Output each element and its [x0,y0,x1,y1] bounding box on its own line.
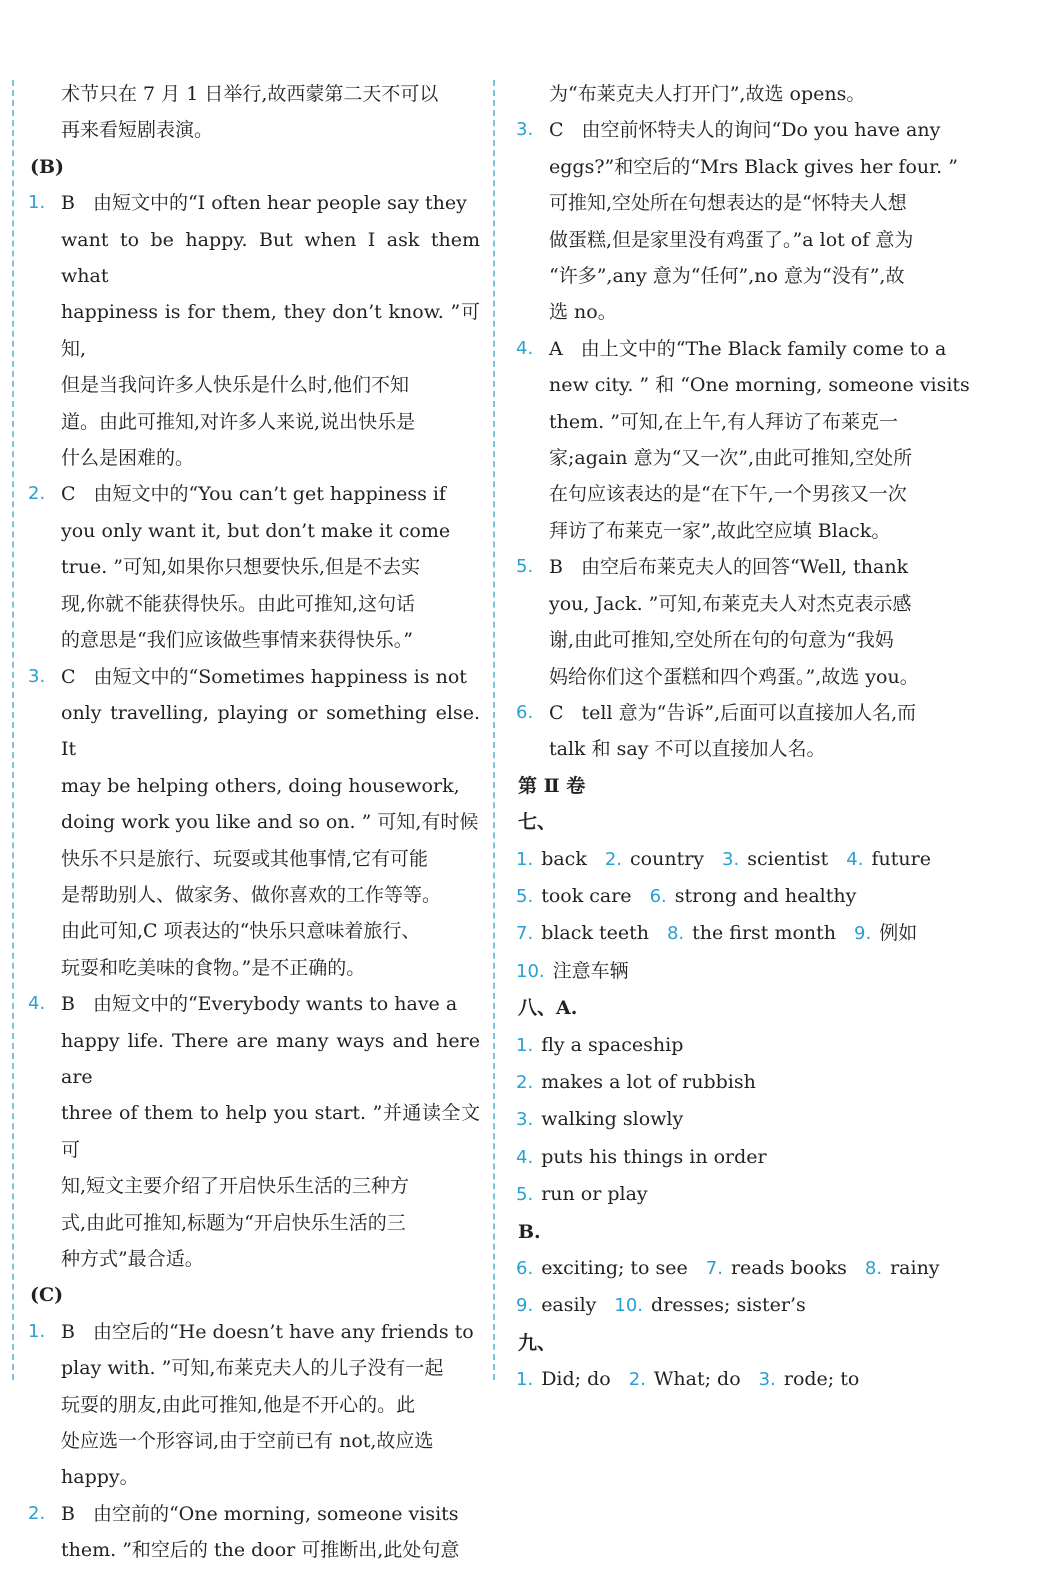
text-line: eggs?”和空后的“Mrs Black gives her four. ” [549,155,958,178]
answer-text: rainy [890,1257,940,1279]
answer-text: puts his things in order [541,1145,767,1168]
answer-row [512,878,972,915]
text-line [61,185,480,221]
item-number: 4. [28,993,46,1015]
text-line: 术节只在 7 月 1 日举行,故西蒙第二天不可以 [61,83,439,105]
section-heading-b: (B) [30,155,65,178]
text-line [549,112,972,148]
fill-answer [605,848,704,870]
answer-letter: C [549,701,564,724]
answer-letter: C [61,483,76,506]
fill-answer [629,1368,741,1390]
answer-letter: C [61,665,76,688]
text-line: happy。 [61,1466,139,1489]
text-segment: 由上文中的“The Black family come to a [580,337,947,360]
text-segment: 由空前的“One morning, someone visits [92,1502,459,1525]
answer-text: country [630,847,705,870]
item-number: 5. [516,556,534,578]
text-line: happy life. There are many ways and here are [61,1029,480,1088]
fill-answer [516,1034,683,1056]
answer-text: back [541,847,587,870]
text-segment: 由短文中的“You can’t get happiness if [93,483,446,506]
item-number: 9. [854,923,872,945]
section-c-answers [24,1314,480,1569]
section-nine-answers [512,1361,972,1398]
answer-text: What; do [653,1368,741,1391]
item-number: 4. [516,337,534,359]
item-number: 6. [649,885,667,907]
fill-answer [650,885,857,907]
text-line [61,659,480,695]
answer-row [512,1139,972,1176]
right-intro [512,76,972,112]
answer-text: makes a lot of rubbish [541,1070,756,1093]
answer-text: 例如 [879,922,918,945]
fill-answer [516,1257,688,1279]
answer-text: easily [541,1294,597,1317]
text-line [549,331,972,367]
text-line: 妈给你们这个蛋糕和四个鸡蛋。”,故选 you。 [549,665,919,688]
answer-text: the first month [692,922,837,945]
section-seven-answers [512,841,972,991]
text-line: doing work you like and so on. ” 可知,有时候 [61,811,479,834]
item-number: 2. [604,848,623,870]
text-line: 处应选一个形容词,由于空前已有 not,故应选 [61,1430,434,1453]
answer-text: rode; to [783,1368,860,1391]
item-number: 4. [846,848,864,870]
text-line [61,1496,480,1532]
item-number: 3. [758,1369,776,1391]
item-number: 6. [516,1258,534,1279]
item-number: 2. [28,1502,46,1524]
answer-row [512,841,972,878]
answer-item [24,1314,480,1496]
answer-row [512,1361,972,1398]
item-number: 9. [516,1295,534,1317]
answer-row [512,1287,972,1324]
text-line [549,549,972,585]
text-line: 选 no。 [549,301,617,324]
item-number: 7. [705,1258,723,1279]
right-column [512,76,972,1399]
fill-answer [759,1368,860,1390]
fill-answer [516,885,632,907]
answer-row [512,1101,972,1138]
answer-row [512,1027,972,1064]
text-line: 在句应该表达的是“在下午,一个男孩又一次 [549,483,907,506]
answer-letter: C [549,119,564,142]
fill-answer [854,922,917,944]
answer-text: reads books [730,1257,847,1279]
text-segment: 由空后的“He doesn’t have any friends to [92,1320,474,1343]
text-line: 由此可知,C 项表达的“快乐只意味着旅行、 [61,920,421,943]
section-seven-heading: 七、 [518,811,557,834]
section-eight-a-answers [512,1027,972,1214]
text-line: 拜访了布莱克一家”,故此空应填 Black。 [549,519,891,542]
item-number: 10. [516,960,545,982]
fill-answer [516,960,629,982]
text-line: 玩耍的朋友,由此可推知,他是不开心的。此 [61,1393,416,1416]
fill-answer [865,1257,940,1279]
fill-answer [516,922,649,944]
text-line [61,986,480,1022]
item-number: 1. [516,848,534,870]
answer-row [512,1064,972,1101]
text-segment: tell 意为“告诉”,后面可以直接加人名,而 [581,701,917,724]
answer-text: 注意车辆 [552,959,629,982]
fill-answer [516,848,587,870]
text-segment: 由短文中的“Sometimes happiness is not [93,665,467,688]
item-number: 3. [516,119,534,141]
fill-answer [516,1108,683,1130]
answer-row [512,1250,972,1287]
text-line: three of them to help you start. ”并通读全文可 [61,1102,480,1161]
answer-text: walking slowly [541,1108,684,1131]
text-line: 种方式”最合适。 [61,1248,204,1270]
answer-item [24,659,480,987]
fill-answer [516,1294,596,1316]
answer-letter: A [549,337,563,360]
fill-answer [722,848,828,870]
answer-item [512,695,972,768]
answer-letter: B [61,1320,75,1343]
answer-letter: B [61,993,75,1016]
answer-text: exciting; to see [541,1257,688,1279]
fill-answer [706,1257,847,1279]
answer-text: dresses; sister’s [651,1294,806,1317]
answer-letter: B [61,1502,75,1525]
fill-answer [516,1071,756,1093]
section-b-answers [24,185,480,1277]
text-line: 是帮助别人、做家务、做你喜欢的工作等等。 [61,883,442,906]
section-heading-c: (C) [30,1284,64,1307]
answer-text: Did; do [541,1368,611,1391]
left-margin-dashed-line [12,80,14,1380]
text-line: play with. ”可知,布莱克夫人的儿子没有一起 [61,1357,444,1380]
text-line: 快乐不只是旅行、玩耍或其他事情,它有可能 [61,847,429,870]
item-number: 6. [516,701,534,723]
text-line: them. ”和空后的 the door 可推断出,此处句意 [61,1539,460,1562]
text-line: 的意思是“我们应该做些事情来获得快乐。” [61,629,413,652]
section-eight-b-answers [512,1250,972,1325]
text-line: 道。由此可推知,对许多人来说,说出快乐是 [61,410,416,433]
item-number: 2. [28,483,46,505]
fill-answer [667,922,836,944]
section-nine-heading: 九、 [518,1331,557,1354]
text-line: 为“布莱克夫人打开门”,故选 opens。 [549,83,866,105]
item-number: 1. [516,1369,534,1391]
item-number: 8. [864,1258,883,1279]
text-line: 知,短文主要介绍了开启快乐生活的三种方 [61,1175,410,1198]
item-number: 5. [516,885,534,907]
answer-item [24,476,480,658]
answer-item [512,549,972,695]
text-segment: 由短文中的“Everybody wants to have a [92,993,458,1016]
answer-letter: B [61,192,75,215]
answer-row [512,915,972,952]
item-number: 5. [516,1184,534,1206]
text-line: want to be happy. But when I ask them what [61,228,480,288]
section-eight-heading: 八、A. [518,997,578,1020]
center-divider-dashed-line [493,80,495,1380]
text-line: you only want it, but don’t make it come [61,519,451,542]
text-line: true. ”可知,如果你只想要快乐,但是不去实 [61,556,421,579]
answer-item [24,986,480,1277]
text-line: 现,你就不能获得快乐。由此可推知,这句话 [61,592,416,615]
section-eight-b-heading: B. [518,1220,541,1243]
answer-row [512,953,972,990]
text-line: them. ”可知,在上午,有人拜访了布莱克一 [549,410,899,433]
text-line [61,1314,480,1350]
item-number: 10. [614,1295,644,1317]
text-line: 做蛋糕,但是家里没有鸡蛋了。”a lot of 意为 [549,228,914,251]
fill-answer [846,848,931,870]
answer-item [512,112,972,330]
item-number: 3. [516,1109,534,1131]
text-line: 再来看短剧表演。 [61,119,214,142]
item-number: 7. [516,923,534,945]
text-line: new city. ” 和 “One morning, someone visits [549,374,970,397]
item-number: 4. [516,1146,534,1168]
answer-item [512,331,972,549]
text-line: only travelling, playing or something else. It [61,701,480,761]
answer-text: strong and healthy [674,884,857,907]
text-line [61,476,480,512]
text-line: “许多”,any 意为“任何”,no 意为“没有”,故 [549,265,905,288]
answer-row [512,1176,972,1213]
text-line: 家;again 意为“又一次”,由此可推知,空处所 [549,447,913,470]
text-line: talk 和 say 不可以直接加人名。 [549,738,826,761]
text-line: may be helping others, doing housework, [61,774,460,797]
text-line: 式,由此可推知,标题为“开启快乐生活的三 [61,1211,406,1234]
text-line: 谢,由此可推知,空处所在句的句意为“我妈 [549,629,894,652]
answer-item [24,1496,480,1569]
answer-text: scientist [747,847,829,870]
fill-answer [516,1146,767,1168]
fill-answer [516,1368,611,1390]
answer-text: run or play [541,1183,648,1206]
text-segment: 由短文中的“I often hear people say they [92,192,467,215]
fill-answer [516,1183,648,1205]
text-segment: 由空后布莱克夫人的回答“Well, thank [580,556,909,579]
answer-item [24,185,480,476]
answer-letter: B [549,556,563,579]
answer-text: took care [541,884,632,907]
answer-text: fly a spaceship [541,1033,684,1056]
text-line: you, Jack. ”可知,布莱克夫人对杰克表示感 [549,592,912,615]
fill-answer [614,1294,805,1316]
text-line: happiness is for them, they don’t know. ”可知, [61,301,480,360]
text-line [549,695,972,731]
item-number: 3. [28,665,46,687]
text-line: 什么是困难的。 [61,447,195,470]
answer-text: black teeth [541,922,649,945]
text-line: 玩耍和吃美味的食物。”是不正确的。 [61,956,366,979]
item-number: 1. [28,192,46,214]
item-number: 1. [28,1320,46,1342]
text-line: 但是当我问许多人快乐是什么时,他们不知 [61,374,410,397]
section-c-answers-continued [512,112,972,767]
text-segment: 由空前怀特夫人的询问“Do you have any [581,119,941,142]
left-intro [24,76,480,149]
item-number: 3. [722,848,740,870]
left-column [24,76,480,1569]
part-two-heading: 第 Ⅱ 卷 [518,774,586,797]
item-number: 1. [516,1034,534,1056]
item-number: 2. [628,1369,646,1391]
text-line: 可推知,空处所在句想表达的是“怀特夫人想 [549,192,907,215]
item-number: 2. [516,1071,534,1093]
item-number: 8. [666,923,685,945]
answer-text: future [871,847,931,870]
